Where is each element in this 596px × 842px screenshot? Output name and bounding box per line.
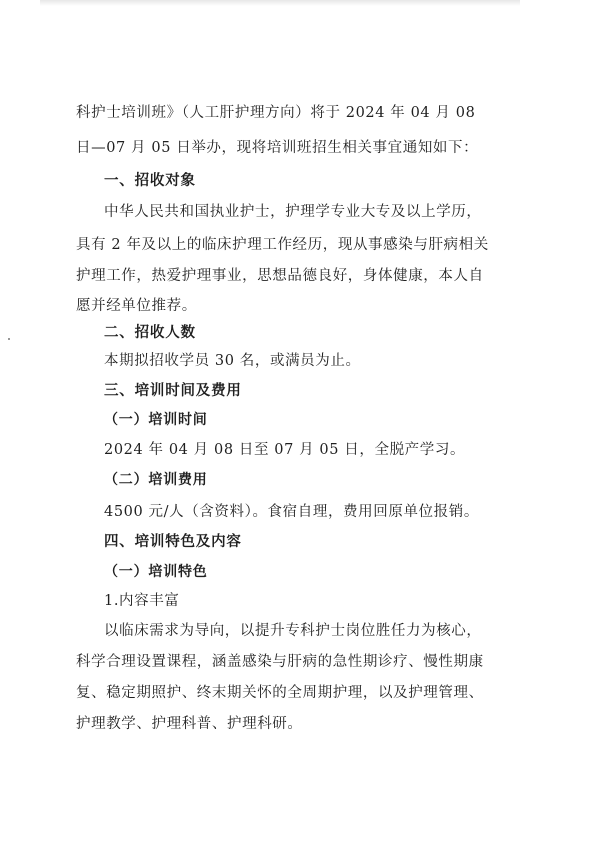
paragraph-line: 2024 年 04 月 08 日至 07 月 05 日，全脱产学习。 xyxy=(104,442,466,458)
paragraph-line: 本期拟招收学员 30 名，或满员为止。 xyxy=(104,353,361,369)
subheading-training-fee: （二）培训费用 xyxy=(104,472,208,488)
paragraph-line: 复、稳定期照护、终末期关怀的全周期护理，以及护理管理、 xyxy=(76,685,484,701)
paragraph-line: 科学合理设置课程，涵盖感染与肝病的急性期诊疗、慢性期康 xyxy=(76,654,484,670)
item-title: 1.内容丰富 xyxy=(104,593,180,609)
paragraph-line: 具有 2 年及以上的临床护理工作经历，现从事感染与肝病相关 xyxy=(76,237,489,253)
paragraph-line: 愿并经单位推荐。 xyxy=(76,298,197,314)
subheading-training-time: （一）培训时间 xyxy=(104,412,208,428)
section-heading-recruitment-target: 一、招收对象 xyxy=(104,173,196,189)
paragraph-line: 中华人民共和国执业护士，护理学专业大专及以上学历， xyxy=(104,204,482,220)
paragraph-line: 护理工作，热爱护理事业，思想品德良好，身体健康，本人自 xyxy=(76,268,484,284)
section-heading-recruitment-number: 二、招收人数 xyxy=(104,325,196,341)
paragraph-line: 护理教学、护理科普、护理科研。 xyxy=(76,716,303,732)
paragraph-line: 以临床需求为导向，以提升专科护士岗位胜任力为核心， xyxy=(104,623,482,639)
section-heading-time-and-fee: 三、培训时间及费用 xyxy=(104,383,242,399)
scan-shadow xyxy=(40,0,520,6)
intro-line-2: 日—07 月 05 日举办，现将培训班招生相关事宜通知如下： xyxy=(76,140,479,156)
subheading-training-features: （一）培训特色 xyxy=(104,564,208,580)
section-heading-features-and-content: 四、培训特色及内容 xyxy=(104,534,242,550)
intro-line-1: 科护士培训班》（人工肝护理方向）将于 2024 年 04 月 08 xyxy=(76,105,476,121)
paragraph-line: 4500 元/人（含资料）。食宿自理，费用回原单位报销。 xyxy=(104,504,479,520)
scan-speck xyxy=(8,338,10,340)
